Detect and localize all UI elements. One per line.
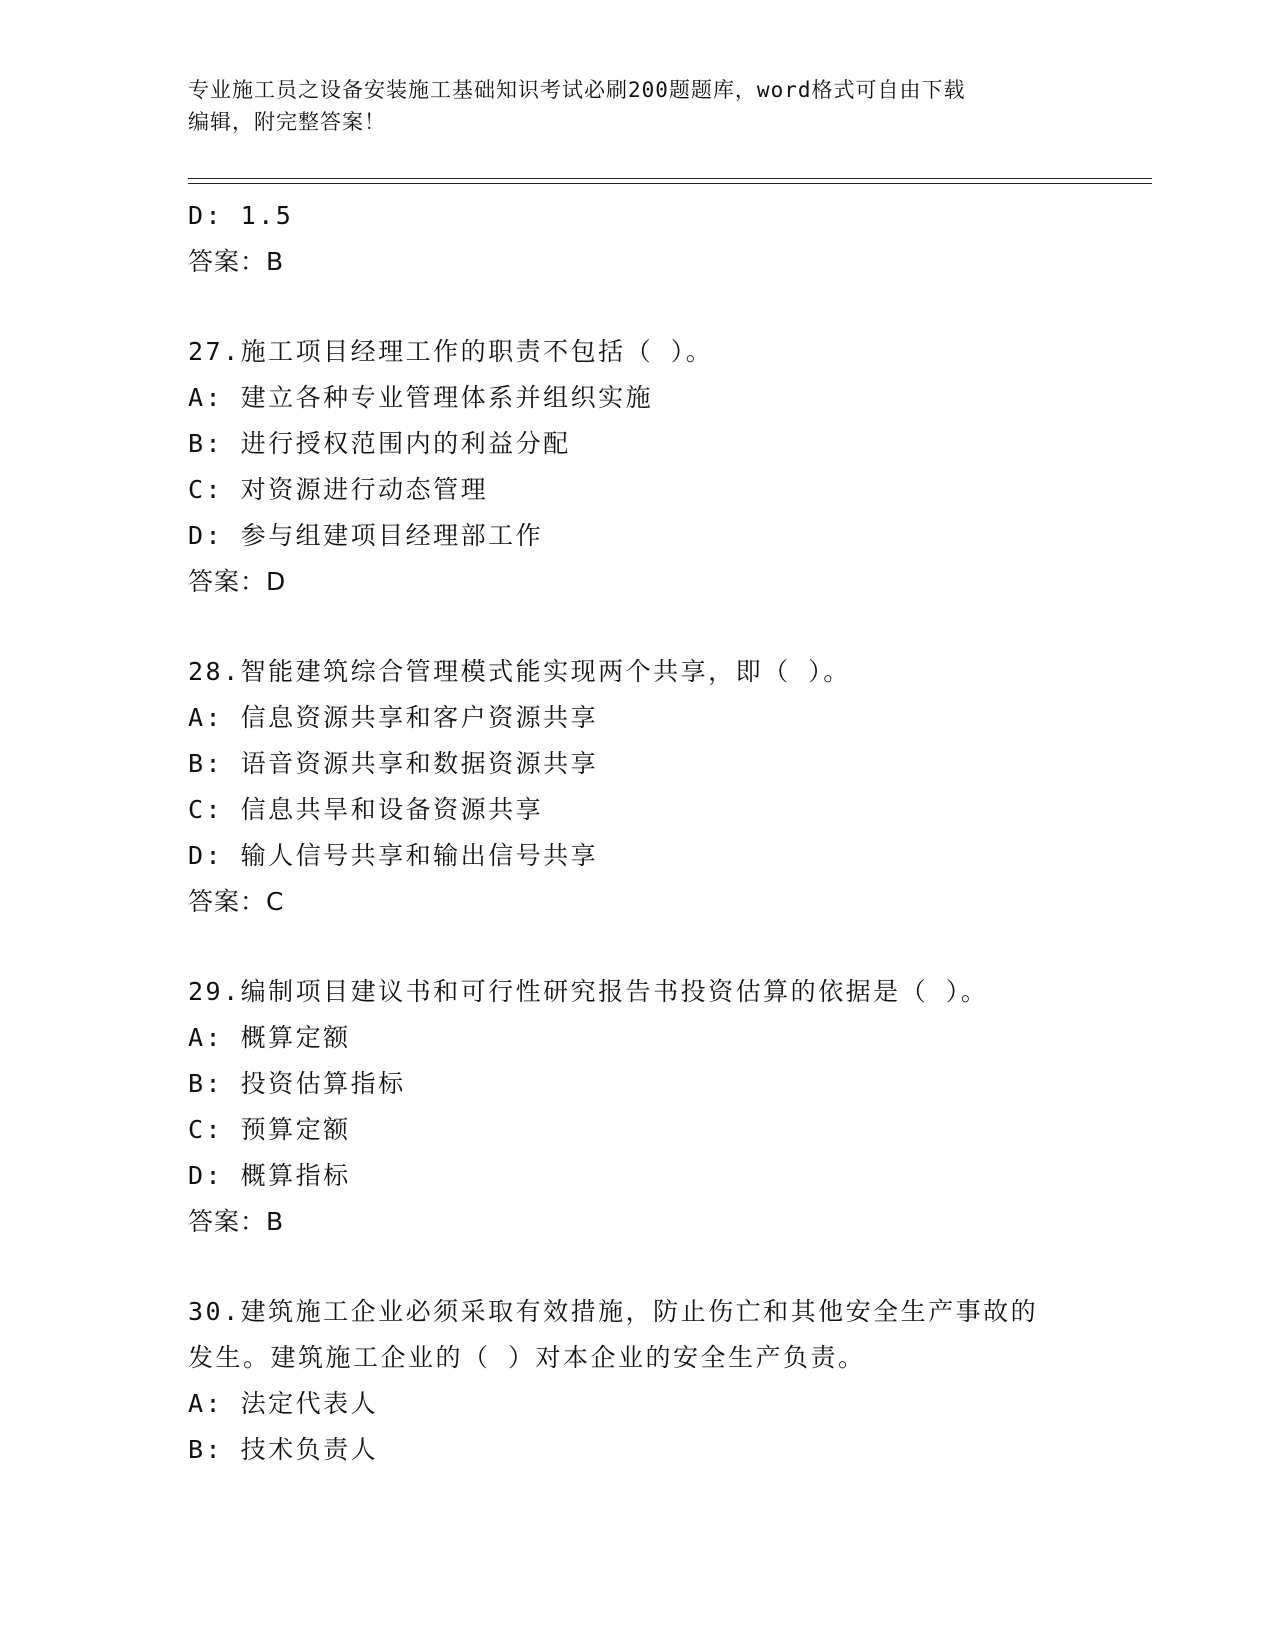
document-header [188, 74, 1068, 138]
option-b: B: 投资估算指标 [188, 1069, 406, 1098]
question-stem-line-1: 30.建筑施工企业必须采取有效措施，防止伤亡和其他安全生产事故的 [188, 1297, 1039, 1326]
option-a: A: 建立各种专业管理体系并组织实施 [188, 383, 654, 412]
option-d: D: 参与组建项目经理部工作 [188, 521, 544, 550]
answer: 答案：B [188, 1207, 285, 1236]
option-a: A: 信息资源共享和客户资源共享 [188, 703, 599, 732]
header-title-line-1: 专业施工员之设备安装施工基础知识考试必刷200题题库，word格式可自由下载 [188, 78, 966, 102]
option-b: B: 进行授权范围内的利益分配 [188, 429, 571, 458]
option-c: C: 信息共旱和设备资源共享 [188, 795, 544, 824]
option-d: D: 概算指标 [188, 1161, 351, 1190]
question-30 [188, 1289, 1088, 1473]
option-c: C: 对资源进行动态管理 [188, 475, 489, 504]
option-b: B: 技术负责人 [188, 1435, 379, 1464]
question-stem: 29.编制项目建议书和可行性研究报告书投资估算的依据是（ ）。 [188, 977, 989, 1006]
question-29 [188, 969, 1088, 1245]
answer: 答案：B [188, 247, 285, 276]
question-26-tail [188, 193, 1088, 285]
option-d: D: 1.5 [188, 201, 294, 230]
question-stem: 28.智能建筑综合管理模式能实现两个共享，即（ ）。 [188, 657, 851, 686]
header-title-line-2: 编辑，附完整答案！ [188, 110, 386, 134]
question-stem-line-2: 发生。建筑施工企业的（ ）对本企业的安全生产负责。 [188, 1343, 866, 1372]
option-d: D: 输人信号共享和输出信号共享 [188, 841, 599, 870]
spacer [188, 285, 1088, 329]
question-list [188, 193, 1088, 1473]
option-b: B: 语音资源共享和数据资源共享 [188, 749, 599, 778]
spacer [188, 605, 1088, 649]
spacer [188, 1245, 1088, 1289]
option-a: A: 法定代表人 [188, 1389, 379, 1418]
option-c: C: 预算定额 [188, 1115, 351, 1144]
question-stem: 27.施工项目经理工作的职责不包括（ ）。 [188, 337, 714, 366]
option-a: A: 概算定额 [188, 1023, 351, 1052]
header-divider-top [188, 178, 1152, 179]
header-divider-bottom [188, 183, 1152, 184]
answer: 答案：D [188, 567, 287, 596]
question-27 [188, 329, 1088, 605]
question-28 [188, 649, 1088, 925]
spacer [188, 925, 1088, 969]
answer: 答案：C [188, 887, 285, 916]
